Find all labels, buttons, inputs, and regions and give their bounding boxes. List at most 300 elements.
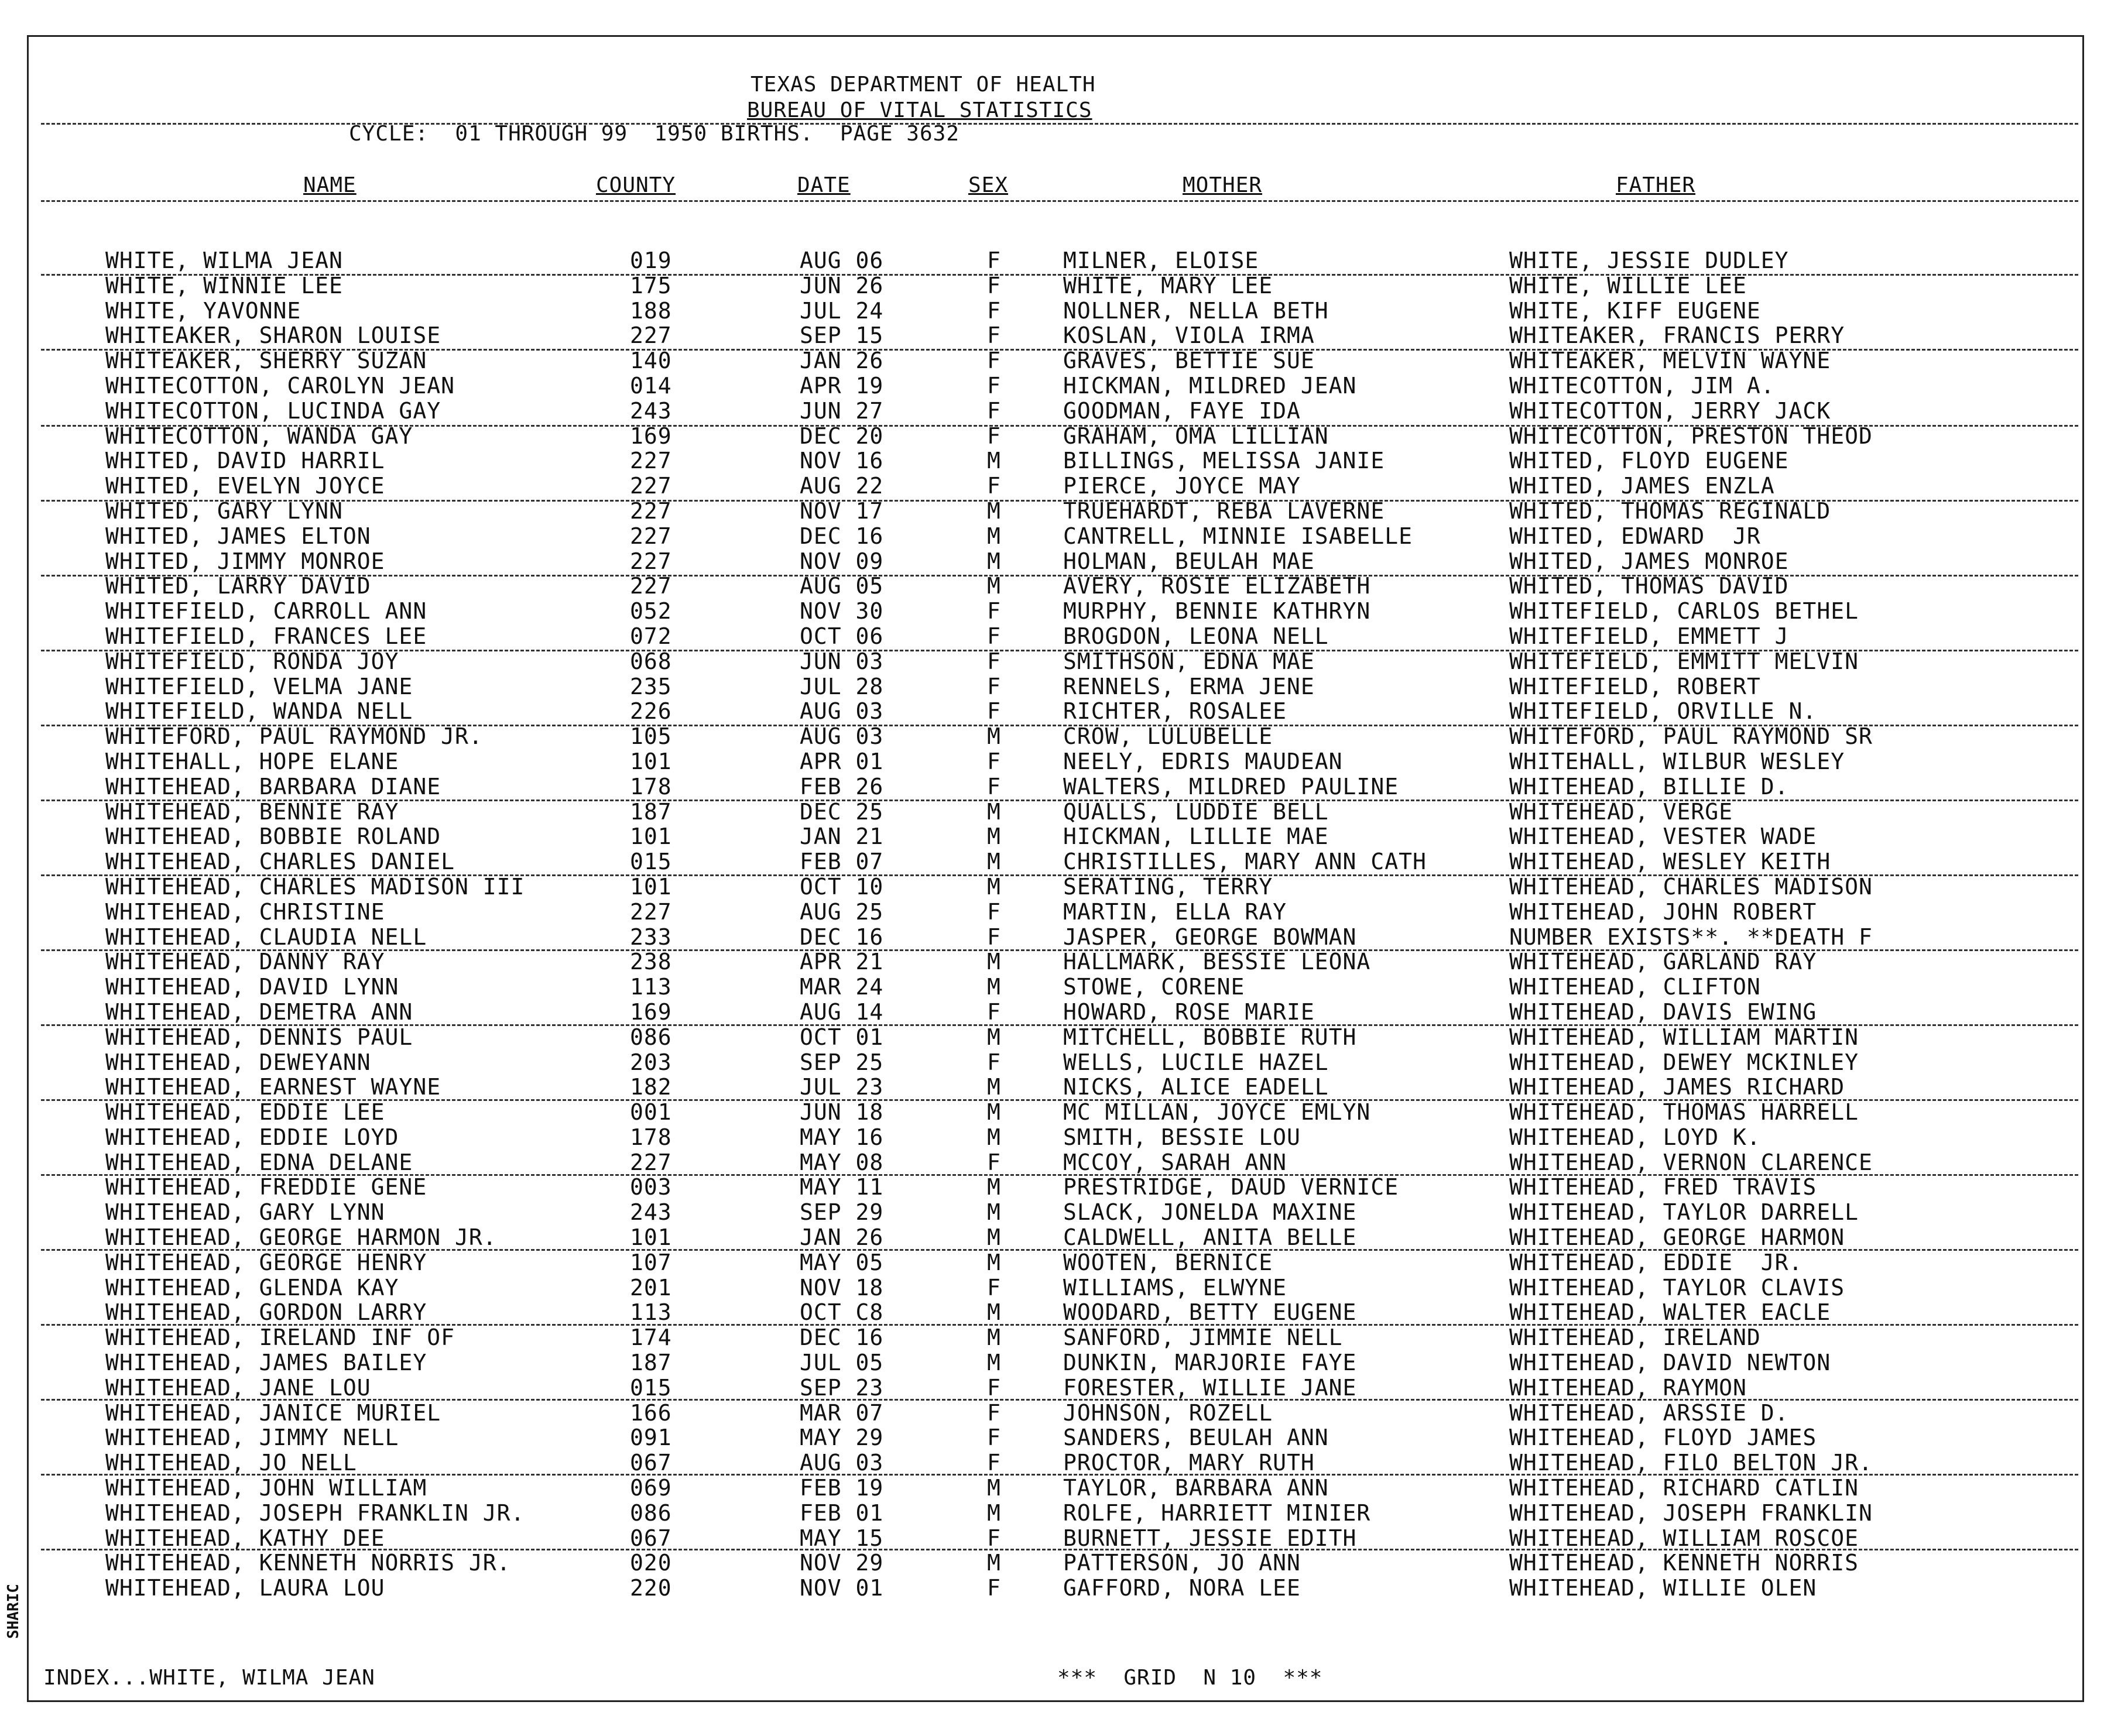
- record-county: 169: [630, 423, 672, 449]
- record-mother: WALTERS, MILDRED PAULINE: [1063, 773, 1399, 800]
- record-county: 014: [630, 372, 672, 399]
- record-row: [0, 800, 2108, 825]
- record-mother: STOWE, CORENE: [1063, 974, 1245, 1000]
- record-name: WHITEFIELD, WANDA NELL: [105, 698, 413, 725]
- record-father: NUMBER EXISTS**. **DEATH F: [1509, 924, 1873, 950]
- record-row: [0, 824, 2108, 849]
- record-father: WHITED, THOMAS REGINALD: [1509, 498, 1831, 524]
- record-sex: F: [987, 1374, 1001, 1401]
- record-father: WHITEHEAD, CHARLES MADISON: [1509, 873, 1873, 900]
- record-sex: M: [987, 1475, 1001, 1501]
- record-name: WHITEHEAD, JANE LOU: [105, 1374, 371, 1401]
- record-row: [0, 424, 2108, 449]
- record-sex: F: [987, 1149, 1001, 1175]
- record-name: WHITEHEAD, KATHY DEE: [105, 1525, 385, 1551]
- record-row: [0, 1225, 2108, 1250]
- record-father: WHITEHEAD, JOSEPH FRANKLIN: [1509, 1500, 1873, 1526]
- record-mother: PIERCE, JOYCE MAY: [1063, 473, 1301, 499]
- record-date: JUN 18: [800, 1099, 884, 1126]
- record-name: WHITECOTTON, LUCINDA GAY: [105, 397, 441, 424]
- record-row: [0, 925, 2108, 950]
- record-father: WHITEHEAD, THOMAS HARRELL: [1509, 1099, 1859, 1126]
- record-row: [0, 524, 2108, 549]
- record-mother: QUALLS, LUDDIE BELL: [1063, 798, 1329, 825]
- column-header-county: COUNTY: [596, 173, 676, 197]
- record-county: 235: [630, 673, 672, 699]
- record-row: [0, 373, 2108, 399]
- record-date: JAN 26: [800, 348, 884, 374]
- record-county: 243: [630, 397, 672, 424]
- record-father: WHITEHEAD, FRED TRAVIS: [1509, 1174, 1817, 1200]
- record-name: WHITED, LARRY DAVID: [105, 573, 371, 599]
- record-row: [0, 574, 2108, 599]
- record-father: WHITEHEAD, BILLIE D.: [1509, 773, 1789, 800]
- record-date: NOV 16: [800, 448, 884, 474]
- record-sex: M: [987, 448, 1001, 474]
- record-mother: WELLS, LUCILE HAZEL: [1063, 1049, 1329, 1075]
- record-father: WHITEHEAD, DAVID NEWTON: [1509, 1350, 1831, 1376]
- record-sex: M: [987, 1325, 1001, 1351]
- record-name: WHITEHEAD, GEORGE HENRY: [105, 1249, 427, 1275]
- column-header-father: FATHER: [1616, 173, 1696, 197]
- record-mother: SLACK, JONELDA MAXINE: [1063, 1199, 1357, 1226]
- record-date: DEC 16: [800, 924, 884, 950]
- record-date: OCT 10: [800, 873, 884, 900]
- record-date: OCT C8: [800, 1299, 884, 1326]
- record-sex: M: [987, 824, 1001, 850]
- record-row: [0, 1526, 2108, 1551]
- record-mother: SANDERS, BEULAH ANN: [1063, 1425, 1329, 1451]
- record-county: 069: [630, 1475, 672, 1501]
- record-mother: BROGDON, LEONA NELL: [1063, 623, 1329, 649]
- record-sex: F: [987, 623, 1001, 649]
- record-sex: M: [987, 1074, 1001, 1100]
- record-mother: CALDWELL, ANITA BELLE: [1063, 1224, 1357, 1251]
- record-county: 052: [630, 598, 672, 625]
- record-name: WHITEHALL, HOPE ELANE: [105, 748, 399, 774]
- record-father: WHITEFIELD, CARLOS BETHEL: [1509, 598, 1859, 625]
- record-mother: FORESTER, WILLIE JANE: [1063, 1374, 1357, 1401]
- record-name: WHITEHEAD, BOBBIE ROLAND: [105, 824, 441, 850]
- record-sex: F: [987, 648, 1001, 674]
- record-father: WHITEHEAD, TAYLOR CLAVIS: [1509, 1274, 1845, 1301]
- record-date: FEB 07: [800, 849, 884, 875]
- record-name: WHITEHEAD, CHARLES DANIEL: [105, 849, 455, 875]
- record-father: WHITEHEAD, RAYMON: [1509, 1374, 1747, 1401]
- record-father: WHITECOTTON, PRESTON THEOD: [1509, 423, 1873, 449]
- record-sex: F: [987, 473, 1001, 499]
- record-sex: M: [987, 1350, 1001, 1376]
- record-father: WHITED, JAMES ENZLA: [1509, 473, 1775, 499]
- record-mother: HICKMAN, LILLIE MAE: [1063, 824, 1329, 850]
- record-county: 220: [630, 1575, 672, 1601]
- record-father: WHITEHEAD, JAMES RICHARD: [1509, 1074, 1845, 1100]
- record-date: MAY 16: [800, 1124, 884, 1150]
- record-county: 072: [630, 623, 672, 649]
- header-subtitle: BUREAU OF VITAL STATISTICS: [747, 98, 1092, 122]
- record-date: AUG 03: [800, 698, 884, 725]
- record-row: [0, 1100, 2108, 1125]
- record-sex: M: [987, 949, 1001, 975]
- record-name: WHITEHEAD, EDNA DELANE: [105, 1149, 413, 1175]
- record-county: 068: [630, 648, 672, 674]
- record-name: WHITEHEAD, EDDIE LEE: [105, 1099, 385, 1126]
- record-name: WHITEFIELD, VELMA JANE: [105, 673, 413, 699]
- record-row: [0, 474, 2108, 499]
- record-date: MAR 24: [800, 974, 884, 1000]
- record-mother: GAFFORD, NORA LEE: [1063, 1575, 1301, 1601]
- record-mother: PATTERSON, JO ANN: [1063, 1550, 1301, 1576]
- record-date: APR 01: [800, 748, 884, 774]
- record-name: WHITEHEAD, EARNEST WAYNE: [105, 1074, 441, 1100]
- header-divider: [41, 123, 2078, 125]
- record-name: WHITEAKER, SHERRY SUZAN: [105, 348, 427, 374]
- record-name: WHITEAKER, SHARON LOUISE: [105, 323, 441, 349]
- record-father: WHITEHEAD, EDDIE JR.: [1509, 1249, 1803, 1275]
- column-header-divider: [41, 200, 2078, 202]
- record-mother: MC MILLAN, JOYCE EMLYN: [1063, 1099, 1371, 1126]
- record-mother: HICKMAN, MILDRED JEAN: [1063, 372, 1357, 399]
- record-row: [0, 299, 2108, 324]
- record-father: WHITE, WILLIE LEE: [1509, 272, 1747, 299]
- record-sex: M: [987, 1024, 1001, 1050]
- record-mother: TAYLOR, BARBARA ANN: [1063, 1475, 1329, 1501]
- record-row: [0, 1075, 2108, 1100]
- record-mother: RENNELS, ERMA JENE: [1063, 673, 1315, 699]
- record-mother: NEELY, EDRIS MAUDEAN: [1063, 748, 1343, 774]
- record-father: WHITEHEAD, WILLIE OLEN: [1509, 1575, 1817, 1601]
- record-name: WHITEHEAD, BENNIE RAY: [105, 798, 399, 825]
- record-father: WHITEHEAD, WILLIAM ROSCOE: [1509, 1525, 1859, 1551]
- record-date: FEB 26: [800, 773, 884, 800]
- record-father: WHITEHEAD, JOHN ROBERT: [1509, 898, 1817, 925]
- record-row: [0, 1200, 2108, 1225]
- record-county: 101: [630, 824, 672, 850]
- record-county: 203: [630, 1049, 672, 1075]
- record-date: FEB 19: [800, 1475, 884, 1501]
- record-name: WHITEHEAD, JOHN WILLIAM: [105, 1475, 427, 1501]
- record-sex: F: [987, 323, 1001, 349]
- record-county: 101: [630, 873, 672, 900]
- record-name: WHITEHEAD, CHRISTINE: [105, 898, 385, 925]
- record-mother: RICHTER, ROSALEE: [1063, 698, 1287, 725]
- record-row: [0, 699, 2108, 724]
- record-row: [0, 1275, 2108, 1301]
- record-row: [0, 624, 2108, 649]
- record-county: 086: [630, 1024, 672, 1050]
- record-date: AUG 22: [800, 473, 884, 499]
- record-father: WHITEHEAD, ARSSIE D.: [1509, 1399, 1789, 1426]
- record-county: 003: [630, 1174, 672, 1200]
- record-row: [0, 975, 2108, 1000]
- record-row: [0, 674, 2108, 699]
- record-county: 091: [630, 1425, 672, 1451]
- record-county: 227: [630, 898, 672, 925]
- record-county: 105: [630, 723, 672, 750]
- record-row: [0, 323, 2108, 348]
- record-date: JAN 21: [800, 824, 884, 850]
- record-name: WHITEHEAD, IRELAND INF OF: [105, 1325, 455, 1351]
- record-county: 067: [630, 1450, 672, 1476]
- record-mother: TRUEHARDT, REBA LAVERNE: [1063, 498, 1385, 524]
- record-date: JUL 05: [800, 1350, 884, 1376]
- record-mother: SERATING, TERRY: [1063, 873, 1273, 900]
- record-mother: BURNETT, JESSIE EDITH: [1063, 1525, 1357, 1551]
- record-row: [0, 1375, 2108, 1401]
- record-row: [0, 499, 2108, 524]
- record-name: WHITEHEAD, GLENDA KAY: [105, 1274, 399, 1301]
- record-row: [0, 1350, 2108, 1375]
- record-county: 101: [630, 748, 672, 774]
- record-name: WHITEHEAD, CHARLES MADISON III: [105, 873, 525, 900]
- record-county: 107: [630, 1249, 672, 1275]
- cycle-line: CYCLE: 01 THROUGH 99 1950 BIRTHS. PAGE 3632: [349, 122, 960, 146]
- record-name: WHITE, WILMA JEAN: [105, 248, 343, 273]
- record-date: NOV 17: [800, 498, 884, 524]
- record-mother: HOWARD, ROSE MARIE: [1063, 999, 1315, 1025]
- record-row: [0, 1450, 2108, 1476]
- record-date: MAY 08: [800, 1149, 884, 1175]
- record-sex: F: [987, 598, 1001, 625]
- record-county: 067: [630, 1525, 672, 1551]
- record-father: WHITEFIELD, EMMITT MELVIN: [1509, 648, 1859, 674]
- record-name: WHITECOTTON, CAROLYN JEAN: [105, 372, 455, 399]
- record-mother: KOSLAN, VIOLA IRMA: [1063, 323, 1315, 349]
- record-father: WHITEAKER, MELVIN WAYNE: [1509, 348, 1831, 374]
- record-sex: F: [987, 924, 1001, 950]
- record-county: 227: [630, 323, 672, 349]
- record-date: AUG 03: [800, 723, 884, 750]
- record-mother: NICKS, ALICE EADELL: [1063, 1074, 1329, 1100]
- record-date: NOV 30: [800, 598, 884, 625]
- record-father: WHITEHEAD, DEWEY MCKINLEY: [1509, 1049, 1859, 1075]
- record-name: WHITEHEAD, JIMMY NELL: [105, 1425, 399, 1451]
- record-sex: M: [987, 849, 1001, 875]
- record-date: FEB 01: [800, 1500, 884, 1526]
- record-county: 174: [630, 1325, 672, 1351]
- record-mother: CROW, LULUBELLE: [1063, 723, 1273, 750]
- record-name: WHITEHEAD, DEWEYANN: [105, 1049, 371, 1075]
- record-row: [0, 1425, 2108, 1450]
- record-name: WHITEHEAD, JAMES BAILEY: [105, 1350, 427, 1376]
- record-father: WHITEHEAD, VESTER WADE: [1509, 824, 1817, 850]
- record-sex: M: [987, 1299, 1001, 1326]
- record-name: WHITED, EVELYN JOYCE: [105, 473, 385, 499]
- record-father: WHITEHEAD, CLIFTON: [1509, 974, 1761, 1000]
- record-row: [0, 949, 2108, 975]
- record-sex: M: [987, 573, 1001, 599]
- record-name: WHITE, WINNIE LEE: [105, 272, 343, 299]
- record-row: [0, 1000, 2108, 1025]
- record-sex: M: [987, 1174, 1001, 1200]
- record-date: MAY 05: [800, 1249, 884, 1275]
- record-name: WHITEHEAD, JO NELL: [105, 1450, 357, 1476]
- record-date: SEP 25: [800, 1049, 884, 1075]
- record-name: WHITEHEAD, BARBARA DIANE: [105, 773, 441, 800]
- record-sex: F: [987, 1399, 1001, 1426]
- record-date: NOV 01: [800, 1575, 884, 1601]
- record-mother: CHRISTILLES, MARY ANN CATH: [1063, 849, 1427, 875]
- record-county: 015: [630, 849, 672, 875]
- record-name: WHITEHEAD, KENNETH NORRIS JR.: [105, 1550, 511, 1576]
- record-date: AUG 05: [800, 573, 884, 599]
- record-row: [0, 599, 2108, 624]
- record-row: [0, 1175, 2108, 1200]
- record-date: MAY 11: [800, 1174, 884, 1200]
- record-father: WHITED, FLOYD EUGENE: [1509, 448, 1789, 474]
- record-county: 187: [630, 1350, 672, 1376]
- record-sex: M: [987, 1550, 1001, 1576]
- record-row: [0, 900, 2108, 925]
- record-sex: F: [987, 748, 1001, 774]
- record-date: JAN 26: [800, 1224, 884, 1251]
- record-date: JUL 24: [800, 297, 884, 324]
- record-row: [0, 1476, 2108, 1501]
- record-mother: CANTRELL, MINNIE ISABELLE: [1063, 523, 1413, 549]
- record-mother: GRAHAM, OMA LILLIAN: [1063, 423, 1329, 449]
- record-father: WHITE, KIFF EUGENE: [1509, 297, 1761, 324]
- record-date: NOV 09: [800, 548, 884, 574]
- record-name: WHITE, YAVONNE: [105, 297, 301, 324]
- record-date: NOV 18: [800, 1274, 884, 1301]
- record-county: 175: [630, 272, 672, 299]
- record-county: 101: [630, 1224, 672, 1251]
- record-row: [0, 248, 2108, 273]
- record-row: [0, 273, 2108, 299]
- record-sex: M: [987, 1224, 1001, 1251]
- record-row: [0, 348, 2108, 373]
- record-father: WHITEHEAD, IRELAND: [1509, 1325, 1761, 1351]
- record-father: WHITED, JAMES MONROE: [1509, 548, 1789, 574]
- record-date: AUG 03: [800, 1450, 884, 1476]
- record-row: [0, 1125, 2108, 1150]
- record-county: 020: [630, 1550, 672, 1576]
- record-sex: F: [987, 297, 1001, 324]
- record-county: 178: [630, 773, 672, 800]
- record-row: [0, 724, 2108, 749]
- side-label: SHARIC: [5, 1584, 22, 1639]
- record-row: [0, 1250, 2108, 1275]
- record-sex: F: [987, 372, 1001, 399]
- record-name: WHITEHEAD, CLAUDIA NELL: [105, 924, 427, 950]
- record-row: [0, 448, 2108, 474]
- record-date: DEC 25: [800, 798, 884, 825]
- record-county: 113: [630, 974, 672, 1000]
- record-sex: F: [987, 1425, 1001, 1451]
- record-mother: MCCOY, SARAH ANN: [1063, 1149, 1287, 1175]
- record-mother: NOLLNER, NELLA BETH: [1063, 297, 1329, 324]
- record-name: WHITEHEAD, FREDDIE GENE: [105, 1174, 427, 1200]
- record-county: 243: [630, 1199, 672, 1226]
- record-father: WHITEFORD, PAUL RAYMOND SR: [1509, 723, 1873, 750]
- record-sex: F: [987, 348, 1001, 374]
- record-name: WHITEHEAD, DEMETRA ANN: [105, 999, 413, 1025]
- record-father: WHITEFIELD, ORVILLE N.: [1509, 698, 1817, 725]
- record-row: [0, 399, 2108, 424]
- record-sex: F: [987, 1575, 1001, 1601]
- record-sex: F: [987, 272, 1001, 299]
- record-mother: GRAVES, BETTIE SUE: [1063, 348, 1315, 374]
- record-name: WHITED, JIMMY MONROE: [105, 548, 385, 574]
- record-date: DEC 16: [800, 1325, 884, 1351]
- index-label: INDEX...WHITE, WILMA JEAN: [43, 1666, 375, 1690]
- record-county: 140: [630, 348, 672, 374]
- record-name: WHITEFIELD, CARROLL ANN: [105, 598, 427, 625]
- record-name: WHITEHEAD, EDDIE LOYD: [105, 1124, 399, 1150]
- record-mother: AVERY, ROSIE ELIZABETH: [1063, 573, 1371, 599]
- record-date: JUL 28: [800, 673, 884, 699]
- record-county: 227: [630, 1149, 672, 1175]
- record-name: WHITEFIELD, RONDA JOY: [105, 648, 399, 674]
- record-county: 227: [630, 473, 672, 499]
- record-county: 019: [630, 248, 672, 273]
- record-county: 113: [630, 1299, 672, 1326]
- record-name: WHITED, JAMES ELTON: [105, 523, 371, 549]
- record-father: WHITEAKER, FRANCIS PERRY: [1509, 323, 1845, 349]
- record-date: JUN 27: [800, 397, 884, 424]
- record-father: WHITEHEAD, KENNETH NORRIS: [1509, 1550, 1859, 1576]
- record-county: 169: [630, 999, 672, 1025]
- record-row: [0, 549, 2108, 574]
- column-header-sex: SEX: [968, 173, 1009, 197]
- record-county: 227: [630, 573, 672, 599]
- record-row: [0, 1501, 2108, 1526]
- record-date: SEP 23: [800, 1374, 884, 1401]
- record-county: 166: [630, 1399, 672, 1426]
- record-name: WHITEHEAD, GARY LYNN: [105, 1199, 385, 1226]
- record-mother: SMITHSON, EDNA MAE: [1063, 648, 1315, 674]
- record-father: WHITEFIELD, EMMETT J: [1509, 623, 1789, 649]
- record-father: WHITEHEAD, DAVIS EWING: [1509, 999, 1817, 1025]
- record-mother: BILLINGS, MELISSA JANIE: [1063, 448, 1385, 474]
- record-row: [0, 874, 2108, 900]
- record-father: WHITEHEAD, VERNON CLARENCE: [1509, 1149, 1873, 1175]
- record-sex: F: [987, 1274, 1001, 1301]
- record-father: WHITEHEAD, FLOYD JAMES: [1509, 1425, 1817, 1451]
- record-name: WHITEFIELD, FRANCES LEE: [105, 623, 427, 649]
- record-sex: M: [987, 548, 1001, 574]
- record-sex: F: [987, 248, 1001, 273]
- record-mother: WHITE, MARY LEE: [1063, 272, 1273, 299]
- record-date: DEC 20: [800, 423, 884, 449]
- record-date: JUN 03: [800, 648, 884, 674]
- record-mother: HOLMAN, BEULAH MAE: [1063, 548, 1315, 574]
- record-row: [0, 1576, 2108, 1601]
- record-date: APR 21: [800, 949, 884, 975]
- record-sex: M: [987, 498, 1001, 524]
- record-name: WHITEHEAD, DENNIS PAUL: [105, 1024, 413, 1050]
- record-date: OCT 06: [800, 623, 884, 649]
- record-sex: F: [987, 898, 1001, 925]
- record-father: WHITE, JESSIE DUDLEY: [1509, 248, 1789, 273]
- records-list: [0, 248, 2108, 1601]
- record-row: [0, 774, 2108, 800]
- column-header-mother: MOTHER: [1183, 173, 1263, 197]
- record-county: 015: [630, 1374, 672, 1401]
- record-father: WHITEHEAD, WESLEY KEITH: [1509, 849, 1831, 875]
- record-father: WHITEHEAD, TAYLOR DARRELL: [1509, 1199, 1859, 1226]
- record-sex: M: [987, 974, 1001, 1000]
- record-sex: M: [987, 1199, 1001, 1226]
- record-date: MAY 29: [800, 1425, 884, 1451]
- record-row: [0, 1050, 2108, 1075]
- record-county: 227: [630, 498, 672, 524]
- record-sex: F: [987, 1525, 1001, 1551]
- record-mother: ROLFE, HARRIETT MINIER: [1063, 1500, 1371, 1526]
- record-name: WHITEHEAD, LAURA LOU: [105, 1575, 385, 1601]
- record-county: 227: [630, 448, 672, 474]
- record-mother: WILLIAMS, ELWYNE: [1063, 1274, 1287, 1301]
